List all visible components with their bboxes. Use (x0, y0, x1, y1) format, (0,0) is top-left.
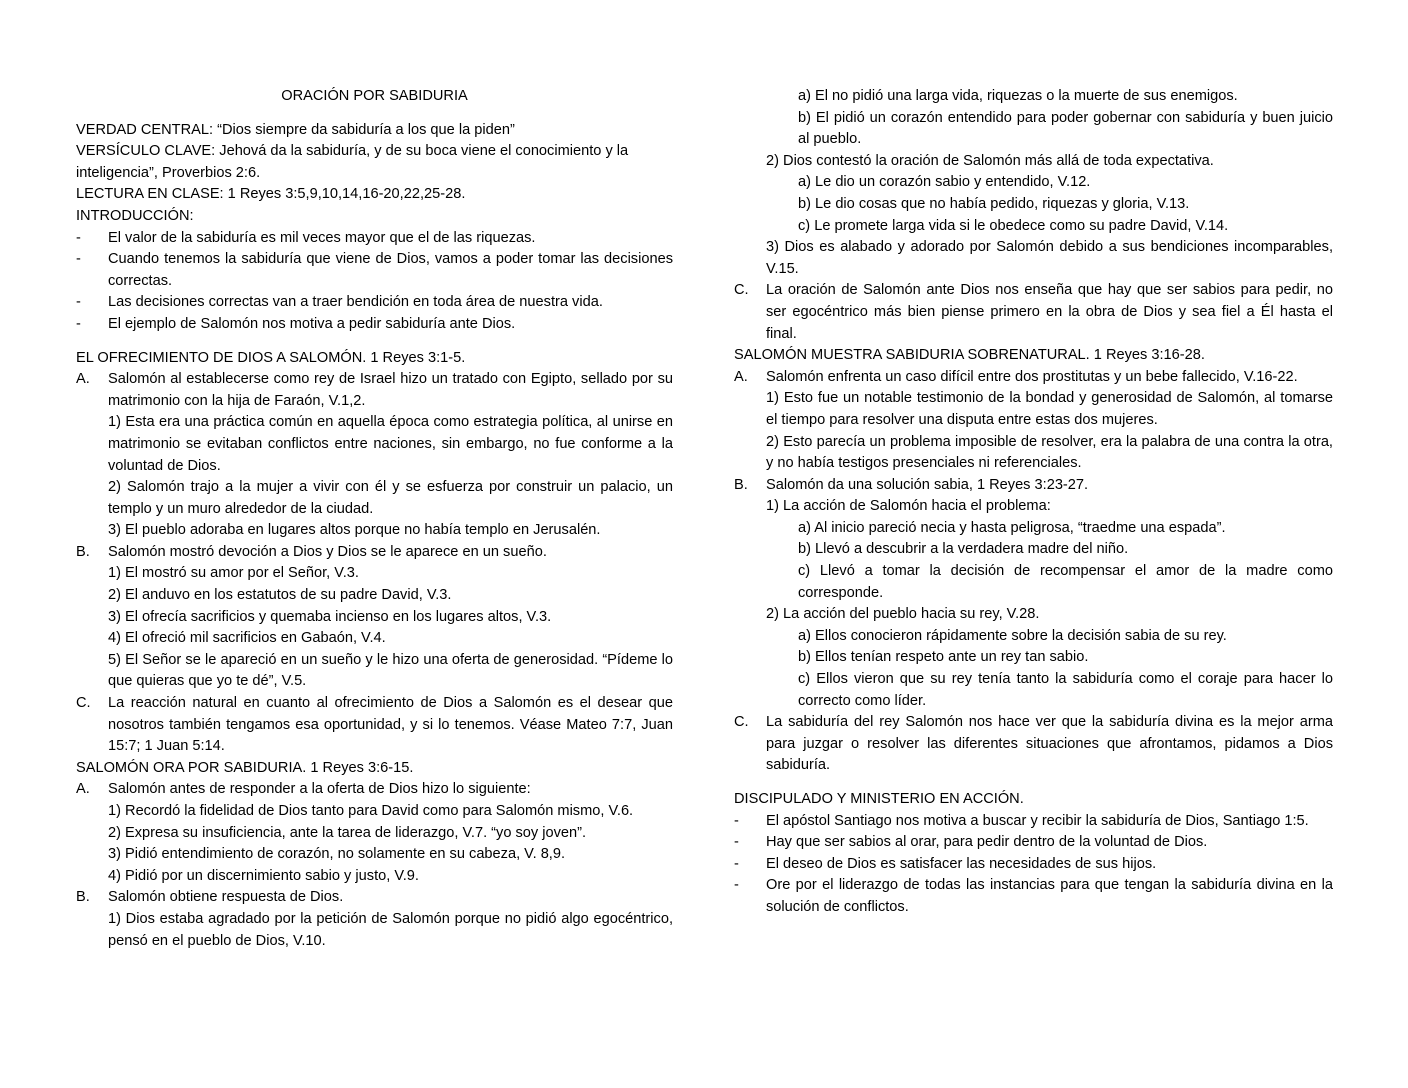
bullet-dash: - (734, 812, 739, 829)
sub-point: 2) Salomón trajo a la mujer a vivir con él y se esfuerza por construir un palacio, un templo y un muro alrededor de la ciudad. (108, 479, 673, 517)
lectura-en-clase: LECTURA EN CLASE: 1 Reyes 3:5,9,10,14,16-20,22,25-28. (76, 186, 466, 203)
bullet-dash: - (76, 294, 81, 311)
discipulado-item (734, 832, 1333, 854)
point-text: La reacción natural en cuanto al ofrecimiento de Dios a Salomón es el desear que nosotros también tengamos esa oportunidad, y si lo tenemos. Véase Mateo 7:7, Juan 15:7; 1 Juan 5:14. (108, 695, 673, 755)
sub-point: 4) El ofreció mil sacrificios en Gabaón, V.4. (108, 630, 386, 647)
intro-item (76, 249, 673, 292)
discipulado-item-text: El deseo de Dios es satisfacer las necesidades de sus hijos. (766, 855, 1157, 872)
section-heading-ora: SALOMÓN ORA POR SABIDURIA. 1 Reyes 3:6-15. (76, 759, 414, 776)
section-heading-sobrenatural: SALOMÓN MUESTRA SABIDURIA SOBRENATURAL. 1 Reyes 3:16-28. (734, 347, 1205, 364)
bullet-dash: - (734, 877, 739, 894)
discipulado-item (734, 875, 1333, 918)
point-marker: B. (76, 543, 90, 560)
sub-point: 2) El anduvo en los estatutos de su padre David, V.3. (108, 587, 452, 604)
point-a (734, 367, 1333, 389)
sub-point: 1) Esto fue un notable testimonio de la bondad y generosidad de Salomón, al tomarse el tiempo para resolver una disputa entre estas dos mujeres. (766, 390, 1333, 428)
versiculo-clave: VERSÍCULO CLAVE: Jehová da la sabiduría, y de su boca viene el conocimiento y la inteligencia”, Proverbios 2:6. (76, 143, 629, 181)
intro-item-text: El valor de la sabiduría es mil veces mayor que el de las riquezas. (108, 229, 536, 246)
intro-item-text: Cuando tenemos la sabiduría que viene de Dios, vamos a poder tomar las decisiones correctas. (108, 251, 673, 289)
intro-item-text: Las decisiones correctas van a traer bendición en toda área de nuestra vida. (108, 294, 603, 311)
point-text: Salomón obtiene respuesta de Dios. (108, 889, 344, 906)
intro-item (76, 228, 673, 250)
point-marker: B. (76, 889, 90, 906)
point-b (76, 542, 673, 564)
sub-point: 3) El pueblo adoraba en lugares altos porque no había templo en Jerusalén. (108, 522, 601, 539)
point-text: Salomón da una solución sabia, 1 Reyes 3:23-27. (766, 476, 1089, 493)
bullet-dash: - (734, 834, 739, 851)
sub-sub-point: a) Al inicio pareció necia y hasta peligrosa, “traedme una espada”. (798, 519, 1226, 536)
point-text: Salomón mostró devoción a Dios y Dios se le aparece en un sueño. (108, 543, 547, 560)
point-c (734, 280, 1333, 345)
discipulado-item (734, 854, 1333, 876)
sub-sub-point: c) Ellos vieron que su rey tenía tanto la sabiduría como el coraje para hacer lo correcto como líder. (798, 671, 1333, 709)
point-marker: C. (734, 282, 749, 299)
section-heading-ofrecimiento: EL OFRECIMIENTO DE DIOS A SALOMÓN. 1 Reyes 3:1-5. (76, 349, 466, 366)
discipulado-item-text: Ore por el liderazgo de todas las instancias para que tengan la sabiduría divina en la solución de conflictos. (766, 877, 1333, 915)
point-marker: A. (734, 368, 748, 385)
sub-sub-point: a) Le dio un corazón sabio y entendido, V.12. (798, 174, 1091, 191)
sub-point: 5) El Señor se le apareció en un sueño y le hizo una oferta de generosidad. “Pídeme lo que quieras que yo te dé”, V.5. (108, 651, 673, 690)
intro-item-text: El ejemplo de Salomón nos motiva a pedir sabiduría ante Dios. (108, 315, 516, 332)
sub-sub-point: b) Llevó a descubrir a la verdadera madre del niño. (798, 541, 1129, 558)
point-text: La oración de Salomón ante Dios nos enseña que hay que ser sabios para pedir, no ser egocéntrico más bien piense primero en la obra de Dios y sea fiel a Él hasta el final. (766, 282, 1333, 342)
sub-sub-point: c) Llevó a tomar la decisión de recompensar el amor de la madre como corresponde. (798, 563, 1333, 601)
intro-item (76, 292, 673, 314)
introduccion-heading: INTRODUCCIÓN: (76, 207, 194, 224)
bullet-dash: - (76, 251, 81, 268)
point-marker: C. (734, 714, 749, 731)
document-title: ORACIÓN POR SABIDURIA (281, 88, 468, 104)
point-text: La sabiduría del rey Salomón nos hace ver que la sabiduría divina es la mejor arma para juzgar o resolver las diferentes situaciones que afrontamos, pidamos a Dios sabiduría. (766, 714, 1333, 774)
intro-item (76, 314, 673, 336)
discipulado-item (734, 811, 1333, 833)
sub-sub-point: a) El no pidió una larga vida, riquezas o la muerte de sus enemigos. (798, 88, 1238, 104)
point-marker: A. (76, 371, 90, 388)
right-column (734, 86, 1333, 919)
bullet-dash: - (734, 855, 739, 872)
point-c (76, 693, 673, 758)
left-column (76, 86, 673, 952)
point-text: Salomón enfrenta un caso difícil entre dos prostitutas y un bebe fallecido, V.16-22. (766, 368, 1298, 385)
section-heading-discipulado: DISCIPULADO Y MINISTERIO EN ACCIÓN. (734, 791, 1024, 807)
sub-point: 2) Esto parecía un problema imposible de resolver, era la palabra de una contra la otra, y no había testigos presenciales ni referenciales. (766, 433, 1333, 472)
sub-point: 3) Pidió entendimiento de corazón, no solamente en su cabeza, V. 8,9. (108, 846, 566, 863)
sub-point: 3) Dios es alabado y adorado por Salomón debido a sus bendiciones incomparables, V.15. (766, 239, 1333, 277)
sub-sub-point: b) Le dio cosas que no había pedido, riquezas y gloria, V.13. (798, 195, 1190, 212)
sub-point: 1) La acción de Salomón hacia el problema: (766, 498, 1051, 515)
verdad-central: VERDAD CENTRAL: “Dios siempre da sabiduría a los que la piden” (76, 121, 515, 138)
discipulado-item-text: El apóstol Santiago nos motiva a buscar y recibir la sabiduría de Dios, Santiago 1:5. (766, 812, 1309, 829)
discipulado-item-text: Hay que ser sabios al orar, para pedir dentro de la voluntad de Dios. (766, 834, 1208, 851)
sub-point: 2) Expresa su insuficiencia, ante la tarea de liderazgo, V.7. “yo soy joven”. (108, 824, 587, 841)
sub-point: 1) Esta era una práctica común en aquella época como estrategia política, al unirse en matrimonio se evitaban conflictos entre naciones, sin embargo, no fue conforme a la voluntad de Dios. (108, 414, 673, 474)
sub-point: 1) Dios estaba agradado por la petición de Salomón porque no pidió algo egocéntrico, pensó en el pueblo de Dios, V.10. (108, 910, 673, 949)
sub-point: 2) Dios contestó la oración de Salomón más allá de toda expectativa. (766, 152, 1214, 169)
sub-sub-point: b) El pidió un corazón entendido para poder gobernar con sabiduría y buen juicio al pueblo. (798, 109, 1333, 148)
sub-sub-point: b) Ellos tenían respeto ante un rey tan sabio. (798, 649, 1089, 666)
sub-point: 1) El mostró su amor por el Señor, V.3. (108, 565, 359, 582)
point-marker: A. (76, 781, 90, 798)
point-text: Salomón al establecerse como rey de Israel hizo un tratado con Egipto, sellado por su matrimonio con la hija de Faraón, V.1,2. (108, 371, 673, 409)
point-a (76, 369, 673, 412)
bullet-dash: - (76, 229, 81, 246)
sub-point: 4) Pidió por un discernimiento sabio y justo, V.9. (108, 867, 419, 884)
point-b (76, 887, 673, 909)
point-marker: C. (76, 695, 91, 712)
sub-sub-point: c) Le promete larga vida si le obedece como su padre David, V.14. (798, 217, 1229, 234)
point-c (734, 712, 1333, 777)
point-marker: B. (734, 476, 748, 493)
sub-sub-point: a) Ellos conocieron rápidamente sobre la decisión sabia de su rey. (798, 627, 1227, 644)
point-text: Salomón antes de responder a la oferta de Dios hizo lo siguiente: (108, 781, 531, 798)
point-b (734, 475, 1333, 497)
sub-point: 3) El ofrecía sacrificios y quemaba incienso en los lugares altos, V.3. (108, 608, 552, 625)
sub-point: 2) La acción del pueblo hacia su rey, V.28. (766, 606, 1040, 623)
bullet-dash: - (76, 315, 81, 332)
point-a (76, 779, 673, 801)
sub-point: 1) Recordó la fidelidad de Dios tanto para David como para Salomón mismo, V.6. (108, 803, 634, 819)
